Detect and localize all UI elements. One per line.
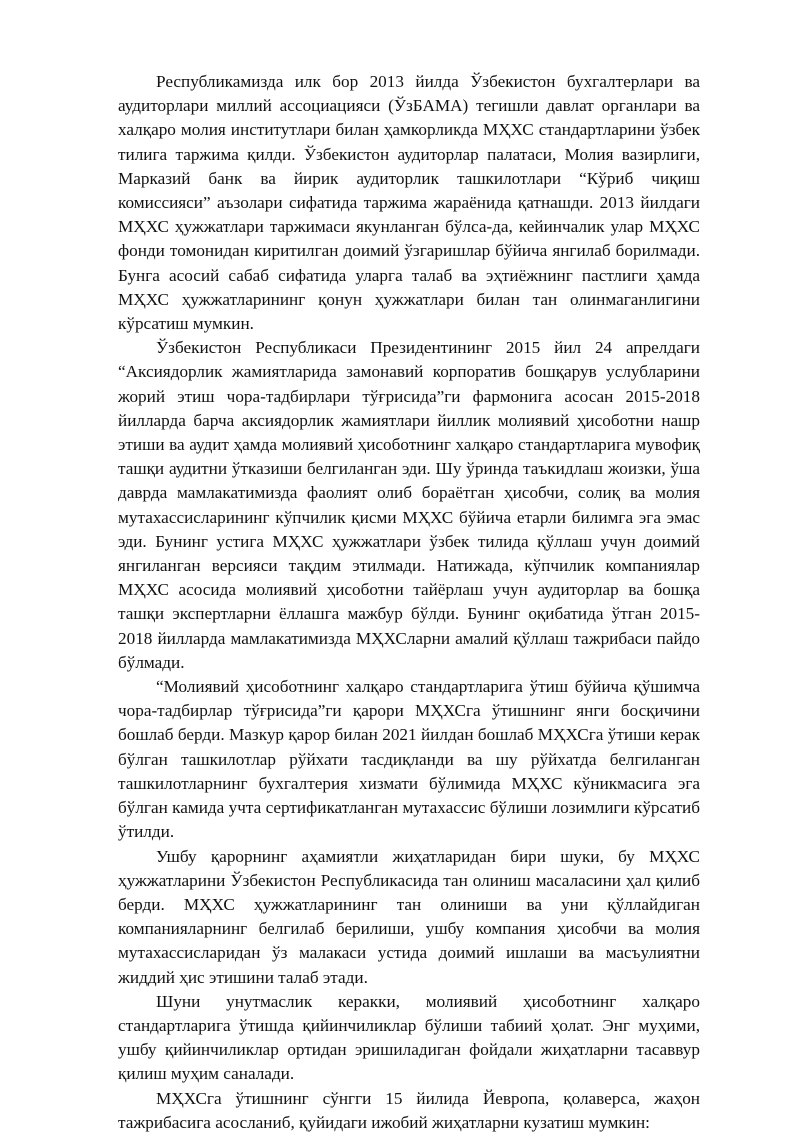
paragraph-4: Ушбу қарорнинг аҳамиятли жиҳатларидан бири шуки, бу МҲХС ҳужжатларини Ўзбекистон Республикасида тан олиниш масаласини ҳал қилиб берди. МҲХС ҳужжатларининг тан олиниши ва уни қўллайдиган компанияларнинг белгилаб берилиши, ушбу компания ҳисобчи ва молия мутахассисларидан ўз малакаси устида доимий ишлаши ва масъулиятни жиддий ҳис этишини талаб этади. bbox=[118, 846, 700, 987]
paragraph-6: МҲХСга ўтишнинг сўнгги 15 йилида Йевропа, қолаверса, жаҳон тажрибасига асосланиб, қуйидаги ижобий жиҳатларни кузатиш мумкин: bbox=[118, 1088, 700, 1132]
paragraph-3: “Молиявий ҳисоботнинг халқаро стандартларига ўтиш бўйича қўшимча чора-тадбирлар тўғрисида”ги қарори МҲХСга ўтишнинг янги босқичини бошлаб берди. Мазкур қарор билан 2021 йилдан бошлаб МҲХСга ўтиши керак бўлган ташкилотлар рўйхати тасдиқланди ва шу рўйхатда белгиланган ташкилотларнинг бухгалтерия хизмати бўлимида МҲХС кўникмасига эга бўлган камида учта сертификатланган мутахассис бўлиши лозимлиги кўрсатиб ўтилди. bbox=[118, 677, 700, 842]
paragraph-2: Ўзбекистон Республикаси Президентининг 2015 йил 24 апрелдаги “Аксиядорлик жамиятларида замонавий корпоратив бошқарув услубларини жорий этиш чора-тадбирлари тўғрисида”ги фармонига асосан 2015-2018 йилларда барча аксиядорлик жамиятлари йиллик молиявий ҳисоботни нашр этиши ва аудит ҳамда молиявий ҳисоботнинг халқаро стандартларига мувофиқ ташқи аудитни ўтказиши белгиланган эди. Шу ўринда таъкидлаш жоизки, ўша даврда мамлакатимизда фаолият олиб бораётган ҳисобчи, солиқ ва молия мутахассисларининг кўпчилик қисми МҲХС бўйича етарли билимга эга эмас эди. Бунинг устига МҲХС ҳужжатлари ўзбек тилида қўллаш учун доимий янгиланган версияси тақдим этилмади. Натижада, кўпчилик компаниялар МҲХС асосида молиявий ҳисоботни тайёрлаш учун аудиторлар ва бошқа ташқи экспертларни ёллашга мажбур бўлди. Бунинг оқибатида ўтган 2015-2018 йилларда мамлакатимизда МҲХСларни амалий қўллаш тажрибаси пайдо бўлмади. bbox=[118, 338, 700, 672]
document-page bbox=[118, 70, 700, 1135]
paragraph-5: Шуни унутмаслик керакки, молиявий ҳисоботнинг халқаро стандартларига ўтишда қийинчиликлар бўлиши табиий ҳолат. Энг муҳими, ушбу қийинчиликлар ортидан эришиладиган фойдали жиҳатларни тасаввур қилиш муҳим саналади. bbox=[118, 991, 700, 1084]
paragraph-1: Республикамизда илк бор 2013 йилда Ўзбекистон бухгалтерлари ва аудиторлари миллий ассоциацияси (ЎзБАМА) тегишли давлат органлари ва халқаро молия институтлари билан ҳамкорликда МҲХС стандартларини ўзбек тилига таржима қилди. Ўзбекистон аудиторлар палатаси, Молия вазирлиги, Марказий банк ва йирик аудиторлик ташкилотлари “Кўриб чиқиш комиссияси” аъзолари сифатида таржима жараёнида қатнашди. 2013 йилдаги МҲХС ҳужжатлари таржимаси якунланган бўлса-да, кейинчалик улар МҲХС фонди томонидан киритилган доимий ўзгаришлар бўйича янгилаб борилмади. Бунга асосий сабаб сифатида уларга талаб ва эҳтиёжнинг пастлиги ҳамда МҲХС ҳужжатларининг қонун ҳужжатлари билан тан олинмаганлигини кўрсатиш мумкин. bbox=[118, 72, 700, 334]
